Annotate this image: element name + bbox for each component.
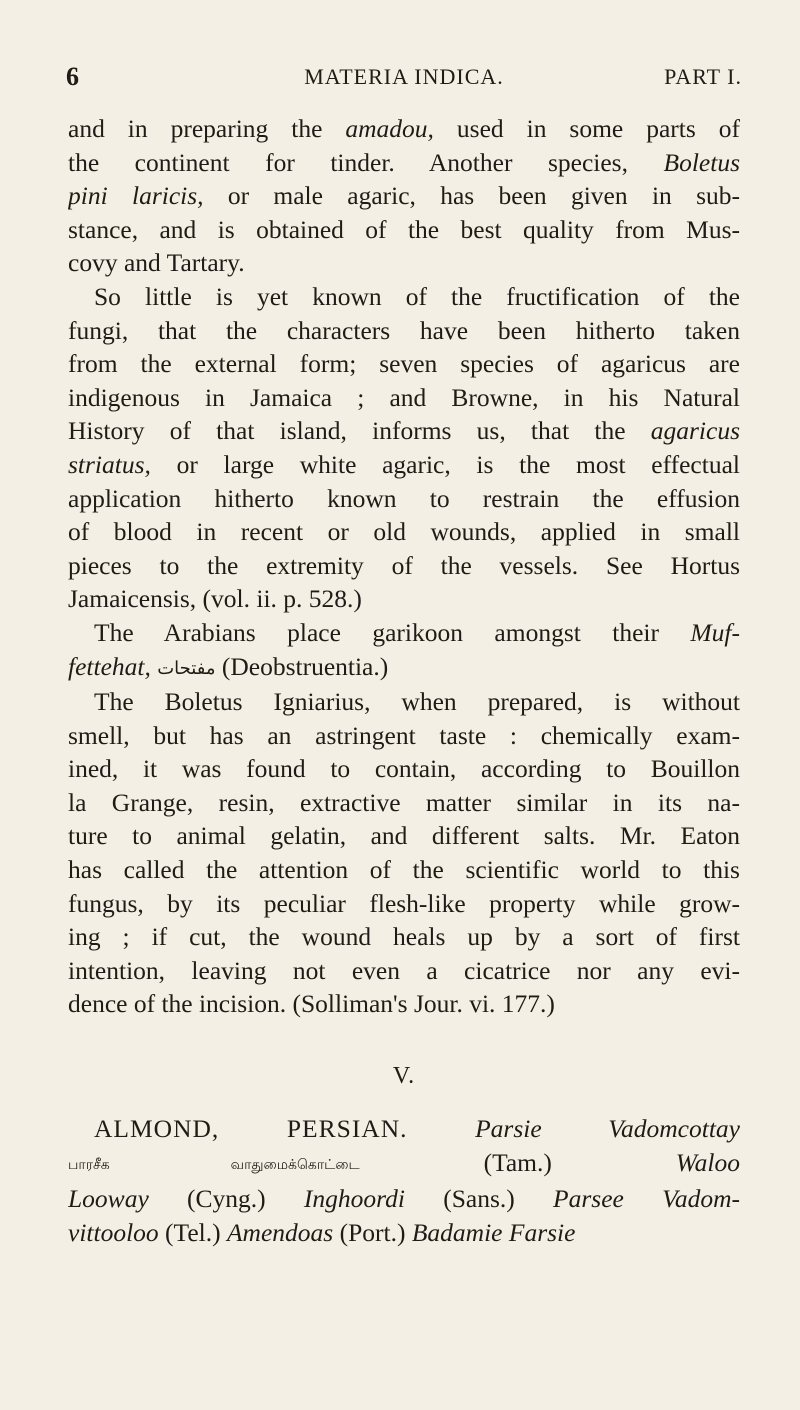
page-header	[68, 62, 740, 102]
text-run: of blood in recent or old wounds, applied in small	[68, 517, 740, 547]
text-line	[68, 920, 740, 954]
text-run: application hitherto known to restrain the effusion	[68, 483, 740, 513]
italic-term: Waloo	[675, 1147, 740, 1177]
italic-term: Parsie Vadomcottay	[475, 1114, 740, 1144]
text-line	[68, 549, 740, 583]
text-run: covy and Tartary.	[68, 248, 245, 278]
text-run: The Arabians place garikoon amongst their	[94, 617, 691, 647]
italic-term: Looway	[68, 1184, 149, 1214]
text-run: (Port.)	[333, 1217, 412, 1247]
italic-term: vittooloo	[68, 1217, 159, 1247]
text-line	[68, 719, 740, 753]
text-line	[68, 954, 740, 988]
entry-heading	[68, 1112, 740, 1249]
text-line	[68, 616, 740, 650]
heading-line	[68, 1182, 740, 1216]
text-run: ined, it was found to contain, according to Bouillon	[68, 754, 740, 784]
text-line	[68, 650, 740, 686]
text-line	[68, 414, 740, 448]
text-run: (Sans.)	[404, 1184, 554, 1214]
text-run: dence of the incision. (Solliman's Jour. vi. 177.)	[68, 989, 555, 1019]
text-run: So little is yet known of the fructification of the	[94, 281, 740, 311]
arabic-word: مفتحات	[157, 657, 216, 678]
text-run: History of that island, informs us, that the	[68, 416, 651, 446]
text-run: fungus, by its peculiar flesh-like property while grow-	[68, 888, 740, 918]
text-run: pieces to the extremity of the vessels. See Hortus	[68, 550, 740, 580]
text-line	[68, 819, 740, 853]
text-run: smell, but has an astringent taste : chemically exam-	[68, 720, 740, 750]
text-run: (Cyng.)	[148, 1184, 304, 1214]
text-line	[68, 347, 740, 381]
text-line	[68, 146, 740, 180]
text-run: or large white agaric, is the most effectual	[150, 449, 740, 479]
heading-line	[68, 1112, 740, 1146]
text-line	[68, 887, 740, 921]
text-run: the continent for tinder. Another species,	[68, 147, 664, 177]
tamil-word: பாரசீக வாதுமைக்கொட்டை	[68, 1157, 360, 1173]
body-text	[68, 112, 740, 1021]
text-run: (Deobstruentia.)	[215, 651, 389, 681]
text-line	[68, 448, 740, 482]
text-run: and in preparing the	[68, 114, 346, 143]
text-line	[68, 582, 740, 616]
italic-term: striatus,	[68, 449, 151, 479]
italic-term: Amendoas	[226, 1217, 334, 1247]
running-title: MATERIA INDICA.	[304, 64, 504, 89]
italic-term: Muf-	[690, 617, 740, 647]
text-line	[68, 786, 740, 820]
text-run: intention, leaving not even a cicatrice nor any evi-	[68, 955, 740, 985]
entry-title: ALMOND, PERSIAN.	[94, 1114, 476, 1144]
italic-term: fettehat,	[68, 651, 151, 681]
text-run: The Boletus Igniarius, when prepared, is without	[94, 687, 740, 717]
text-run: ing ; if cut, the wound heals up by a sort of first	[68, 922, 740, 952]
text-line	[68, 314, 740, 348]
italic-term: Inghoordi	[303, 1184, 405, 1214]
text-run: has called the attention of the scientific world to this	[68, 855, 740, 885]
italic-term: agaricus	[650, 416, 740, 446]
text-run: from the external form; seven species of agaricus are	[68, 349, 740, 379]
text-line	[68, 246, 740, 280]
text-run: fungi, that the characters have been hitherto taken	[68, 315, 740, 345]
text-run: la Grange, resin, extractive matter similar in its na-	[68, 787, 740, 817]
text-line	[68, 987, 740, 1021]
text-line	[68, 280, 740, 314]
text-line	[68, 381, 740, 415]
heading-line	[68, 1216, 740, 1250]
text-run: (Tam.)	[359, 1147, 676, 1177]
heading-line	[68, 1146, 740, 1183]
italic-term: pini laricis,	[68, 181, 204, 211]
text-run: (Tel.)	[158, 1217, 227, 1247]
text-run: stance, and is obtained of the best quality from Mus-	[68, 214, 740, 244]
text-line	[68, 179, 740, 213]
italic-term: Badamie Farsie	[411, 1217, 576, 1247]
part-label: PART I.	[664, 64, 742, 89]
text-run: or male agaric, has been given in sub-	[203, 181, 740, 211]
book-page	[68, 62, 740, 1249]
text-run: indigenous in Jamaica ; and Browne, in his Natural	[68, 382, 740, 412]
section-number: V.	[392, 1063, 416, 1090]
italic-term: Boletus	[663, 147, 740, 177]
text-line	[68, 482, 740, 516]
italic-term: amadou,	[345, 114, 434, 143]
text-line	[68, 752, 740, 786]
text-line	[68, 112, 740, 146]
text-line	[68, 853, 740, 887]
text-line	[68, 213, 740, 247]
page-number: 6	[66, 62, 80, 91]
text-line	[68, 515, 740, 549]
text-run: used in some parts of	[433, 114, 740, 143]
text-run: ture to animal gelatin, and different salts. Mr. Eaton	[68, 821, 740, 851]
text-run: Jamaicensis, (vol. ii. p. 528.)	[68, 584, 362, 614]
italic-term: Parsee Vadom-	[553, 1184, 740, 1214]
text-line	[68, 685, 740, 719]
